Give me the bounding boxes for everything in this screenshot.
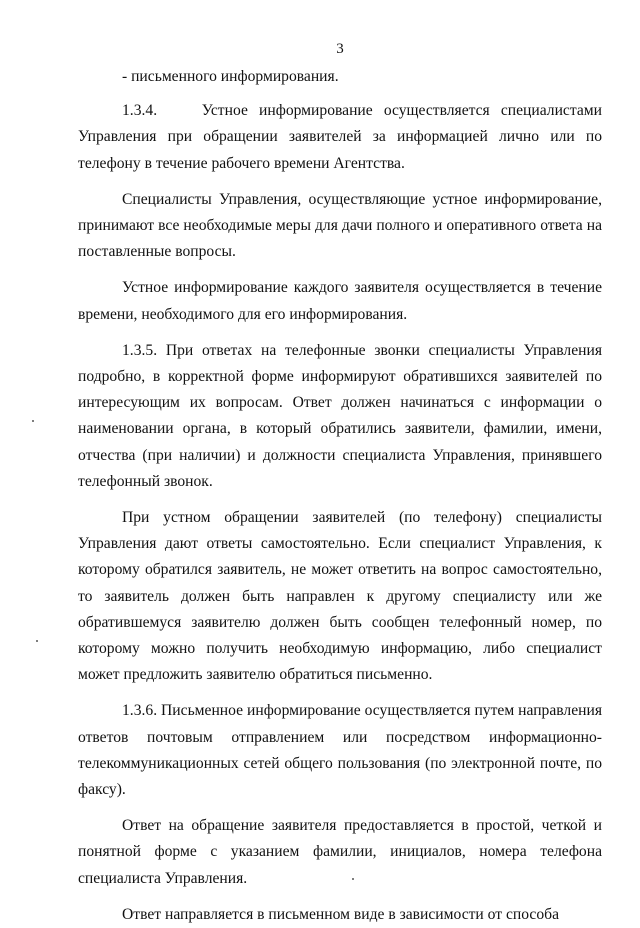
scan-speck (32, 420, 34, 422)
paragraph-specialists-oral: Специалисты Управления, осуществляющие устное информирование, принимают все необходимые меры для дачи полного и оперативного ответа на поставленные вопросы. (78, 190, 602, 261)
paragraph-1-3-6: 1.3.6. Письменное информирование осуществляется путем направления ответов почтовым отправлением или посредством информационно-телекоммуникационных сетей общего пользования (по электронной почте, по факсу). (78, 702, 602, 799)
scan-speck (36, 640, 38, 642)
scan-speck (352, 878, 354, 880)
paragraph-oral-phone: При устном обращении заявителей (по телефону) специалисты Управления дают ответы самостоятельно. Если специалист Управления, к которому обратился заявитель, не может ответить на вопрос самостоятельно, то заявитель должен быть направлен к другому специалисту или же обратившемуся заявителю должен быть сообщен телефонный номер, по которому можно получить необходимую информацию, либо специалист может предложить заявителю обратиться письменно. (78, 509, 602, 684)
paragraph-answer-form: Ответ на обращение заявителя предоставляется в простой, четкой и понятной форме с указанием фамилии, инициалов, номера телефона специалиста Управления. (78, 817, 602, 887)
paragraph-1-3-4: 1.3.4. Устное информирование осуществляется специалистами Управления при обращении заявителей за информацией лично или по телефону в течение рабочего времени Агентства. (78, 102, 602, 172)
page-number: 3 (336, 41, 344, 57)
paragraph-oral-duration: Устное информирование каждого заявителя осуществляется в течение времени, необходимого для его информирования. (78, 279, 602, 323)
paragraph-written-info: - письменного информирования. (122, 68, 339, 85)
paragraph-1-3-5: 1.3.5. При ответах на телефонные звонки специалисты Управления подробно, в корректной форме информируют обратившихся заявителей по интересующим их вопросам. Ответ должен начинаться с информации о наименовании органа, в который обратились заявители, фамилии, имени, отчества (при наличии) и должности специалиста Управления, принявшего телефонный звонок. (78, 341, 602, 490)
paragraph-answer-sent: Ответ направляется в письменном виде в зависимости от способа (122, 905, 560, 923)
